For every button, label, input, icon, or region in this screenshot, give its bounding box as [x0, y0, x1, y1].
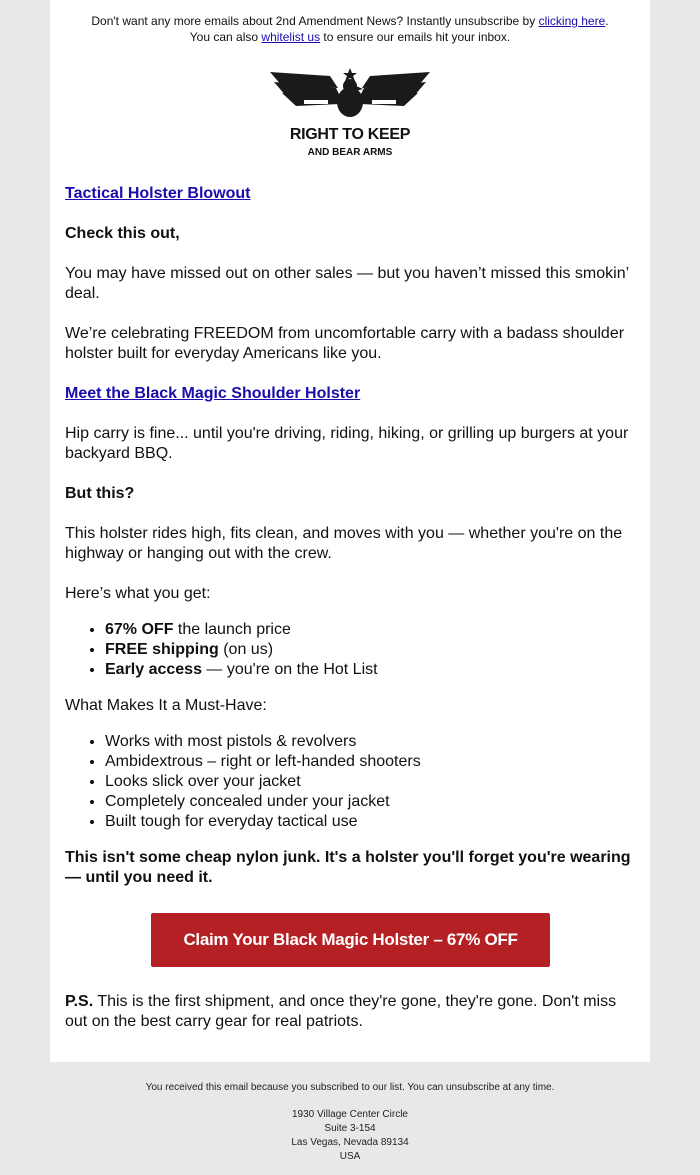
headline-link[interactable]: Tactical Holster Blowout [65, 185, 251, 202]
features-list [65, 732, 421, 832]
ps-label: P.S. [65, 993, 94, 1010]
brand-logo[interactable] [268, 66, 432, 162]
paragraph-1: You may have missed out on other sales — but you haven’t missed this smokin’ deal. [65, 265, 629, 302]
list-item: • Built tough for everyday tactical use [105, 812, 421, 832]
list-item: • Ambidextrous – right or left-handed shooters [105, 752, 421, 772]
unsubscribe-link[interactable]: clicking here [538, 14, 606, 28]
list-item: • Completely concealed under your jacket [105, 792, 421, 812]
list-item: • Works with most pistols & revolvers [105, 732, 421, 752]
logo-subtitle: AND BEAR ARMS [307, 147, 393, 158]
benefits-heading: Here’s what you get: [65, 585, 211, 602]
list-item: • FREE shipping (on us) [105, 640, 378, 660]
greeting: Check this out, [65, 225, 180, 242]
whitelist-link[interactable]: whitelist us [261, 30, 321, 44]
footer-notice: You received this email because you subscribed to our list. You can unsubscribe at any time. [145, 1082, 555, 1093]
must-have-heading: What Makes It a Must-Have: [65, 697, 267, 714]
preheader: Don't want any more emails about 2nd Amendment News? Instantly unsubscribe by clicking here. You can also whitelist us to ensure our emails hit your inbox. [91, 14, 609, 44]
address-line: Suite 3-154 [324, 1123, 376, 1134]
claim-holster-button[interactable]: Claim Your Black Magic Holster – 67% OFF [151, 913, 550, 967]
list-item: • 67% OFF the launch price [105, 620, 378, 640]
postscript [65, 992, 637, 1032]
preheader-text-2: You can also [189, 30, 262, 44]
logo-title: RIGHT TO KEEP [289, 126, 411, 143]
address-line: USA [339, 1151, 361, 1162]
paragraph-3: Hip carry is fine... until you're driving, riding, hiking, or grilling up burgers at your backyard BBQ. [65, 425, 629, 462]
footer-address [0, 1108, 700, 1164]
preheader-text-1: Don't want any more emails about 2nd Amendment News? Instantly unsubscribe by [91, 14, 539, 28]
but-this-heading: But this? [65, 485, 135, 502]
product-link[interactable]: Meet the Black Magic Shoulder Holster [65, 385, 361, 402]
eagle-wings-icon [268, 66, 432, 118]
paragraph-2: We’re celebrating FREEDOM from uncomfortable carry with a badass shoulder holster built for everyday Americans like you. [65, 325, 625, 362]
address-line: Las Vegas, Nevada 89134 [291, 1137, 409, 1148]
list-item: • Early access — you're on the Hot List [105, 660, 378, 680]
address-line: 1930 Village Center Circle [292, 1109, 408, 1120]
paragraph-4: This holster rides high, fits clean, and moves with you — whether you're on the highway or hanging out with the crew. [65, 525, 623, 562]
email-card [50, 0, 650, 1062]
ps-text: This is the first shipment, and once they're gone, they're gone. Don't miss out on the best carry gear for real patriots. [65, 993, 617, 1030]
list-item: • Looks slick over your jacket [105, 772, 421, 792]
benefits-list [65, 620, 378, 680]
closing-statement: This isn't some cheap nylon junk. It's a holster you'll forget you're wearing — until you need it. [65, 849, 631, 886]
